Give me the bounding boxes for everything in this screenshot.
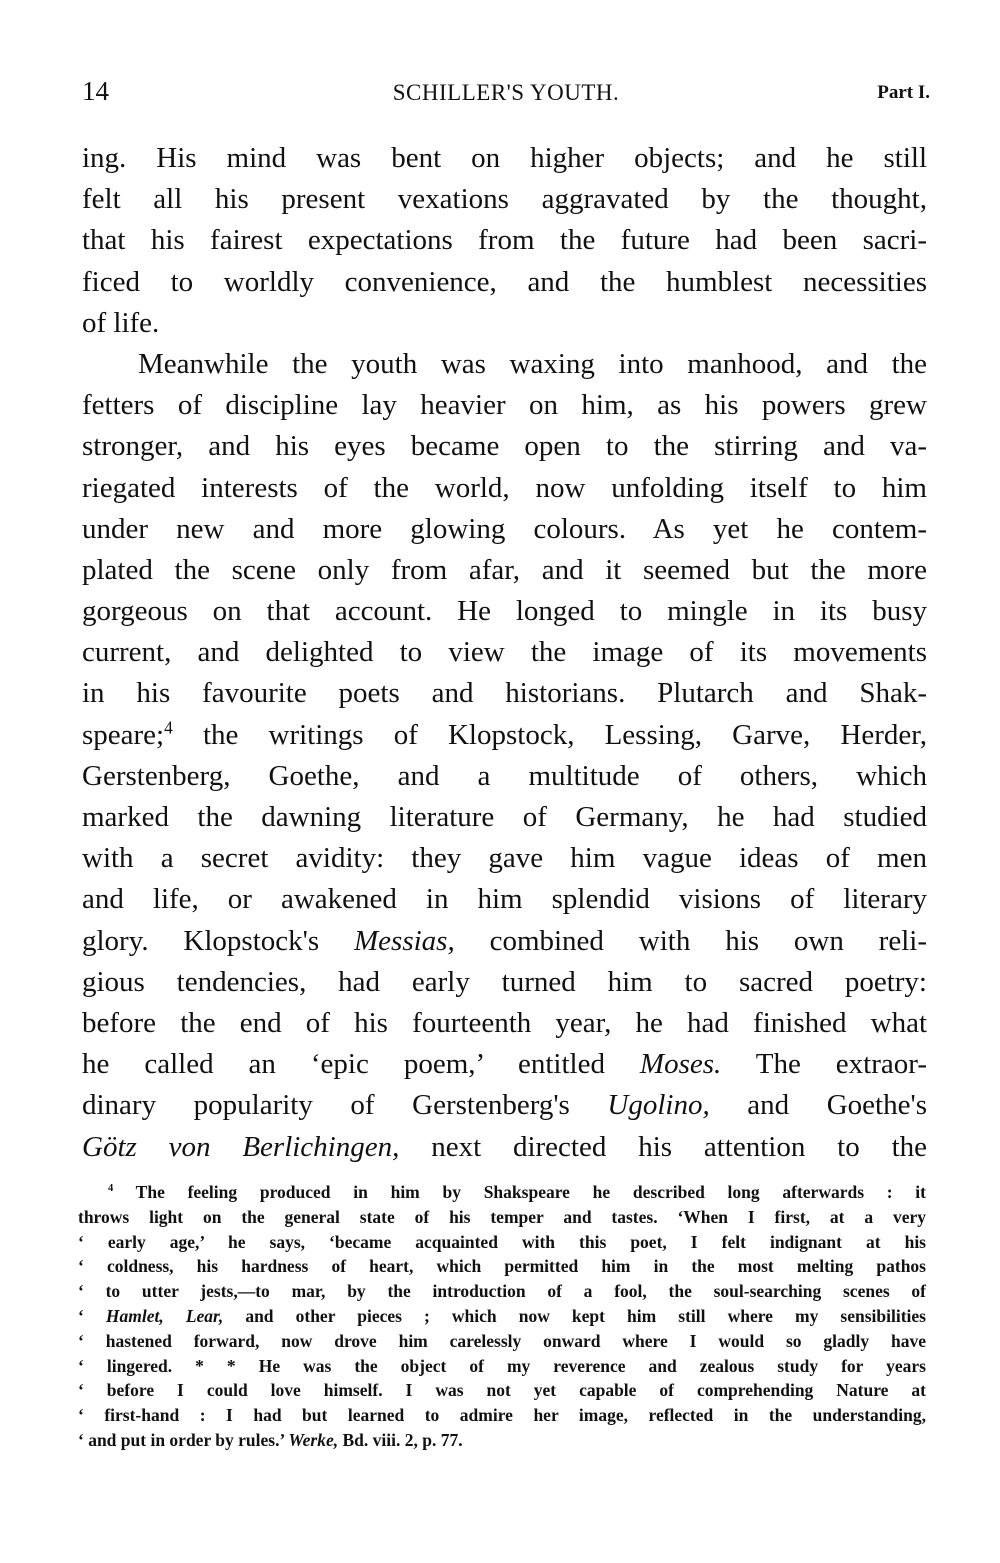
part-label: Part I. <box>877 82 930 103</box>
text-line <box>82 262 927 303</box>
footnote-line <box>78 1428 926 1453</box>
text-line <box>82 179 927 220</box>
text-line <box>82 1003 927 1044</box>
italic-title: Moses. <box>639 1048 722 1081</box>
text-line <box>82 1127 927 1168</box>
footnote-line <box>78 1254 926 1279</box>
text-run: fetters of discipline lay heavier on him, as his powers grew <box>82 389 927 422</box>
text-line <box>82 220 927 261</box>
text-run: speare; <box>82 718 165 751</box>
text-run: Gerstenberg, Goethe, and a multitude of others, which <box>82 759 927 792</box>
text-line <box>82 838 927 879</box>
text-line <box>82 591 927 632</box>
text-run: The feeling produced in him by Shakspeare he described long afterwards : it <box>113 1182 926 1202</box>
text-run: with a secret avidity: they gave him vague ideas of men <box>82 842 927 875</box>
text-line <box>82 632 927 673</box>
text-run: riegated interests of the world, now unfolding itself to him <box>82 471 927 504</box>
text-line <box>82 1044 927 1085</box>
italic-title: Werke, <box>288 1429 339 1450</box>
text-line <box>82 673 927 714</box>
page-number: 14 <box>82 76 109 106</box>
text-run: ‘ before I could love himself. I was not yet capable of comprehending Nature at <box>78 1380 926 1401</box>
text-line <box>82 509 927 550</box>
text-run: that his fairest expectations from the future had been sacri- <box>82 224 927 257</box>
text-run: The extraor- <box>721 1048 927 1081</box>
footnote-marker: 4 <box>108 1183 114 1195</box>
footnote-line <box>78 1279 926 1304</box>
text-run: ‘ to utter jests,—to mar, by the introduction of a fool, the soul-searching scenes of <box>78 1281 926 1302</box>
text-line <box>82 1085 927 1126</box>
text-run: and life, or awakened in him splendid visions of literary <box>82 883 927 916</box>
text-run: glory. Klopstock's <box>82 924 355 957</box>
footnote-line <box>78 1378 926 1403</box>
footnote-line <box>78 1205 926 1230</box>
text-run: ‘ hastened forward, now drove him carelessly onward where I would so gladly have <box>78 1330 926 1351</box>
text-run: the writings of Klopstock, Lessing, Garve, Herder, <box>172 718 927 751</box>
text-line <box>82 468 927 509</box>
text-run: under new and more glowing colours. As yet he contem- <box>82 512 927 545</box>
text-line <box>82 303 927 344</box>
text-run: and Goethe's <box>709 1089 927 1122</box>
text-run: of life. <box>82 306 160 339</box>
text-line <box>82 962 927 1003</box>
text-run: ‘ coldness, his hardness of heart, which permitted him in the most melting pathos <box>78 1256 926 1277</box>
italic-title: Ugolino, <box>607 1089 710 1122</box>
text-run: ‘ and put in order by rules.’ <box>78 1429 289 1450</box>
text-line <box>82 921 927 962</box>
footnote-line <box>78 1180 926 1205</box>
text-line <box>82 344 927 385</box>
text-run: gorgeous on that account. He longed to mingle in its busy <box>82 595 927 628</box>
text-run: he called an ‘epic poem,’ entitled <box>82 1048 640 1081</box>
text-run: ‘ early age,’ he says, ‘became acquainted with this poet, I felt indignant at his <box>78 1231 926 1252</box>
text-line <box>82 756 927 797</box>
body-text <box>82 138 927 1168</box>
text-run: ‘ <box>78 1305 106 1326</box>
text-run: plated the scene only from afar, and it seemed but the more <box>82 553 927 586</box>
italic-title: Götz von Berlichingen, <box>82 1130 400 1163</box>
running-title: SCHILLER'S YOUTH. <box>392 80 620 105</box>
footnote-line <box>78 1329 926 1354</box>
text-line <box>82 138 927 179</box>
footnote-marker: 4 <box>164 716 173 737</box>
italic-title: Hamlet, Lear, <box>105 1305 224 1326</box>
footnote-line <box>78 1403 926 1428</box>
footnote-line <box>78 1354 926 1379</box>
italic-title: Messias, <box>354 924 455 957</box>
text-run: before the end of his fourteenth year, he had finished what <box>82 1006 927 1039</box>
text-run: ficed to worldly convenience, and the humblest necessities <box>82 265 927 298</box>
text-run: stronger, and his eyes became open to the stirring and va- <box>82 430 927 463</box>
text-run: marked the dawning literature of Germany, he had studied <box>82 801 927 833</box>
text-line <box>82 715 927 756</box>
text-line <box>82 385 927 426</box>
text-run: and other pieces ; which now kept him still where my sensibilities <box>223 1305 926 1326</box>
footnotes <box>78 1180 926 1453</box>
text-line <box>82 426 927 467</box>
text-run: dinary popularity of Gerstenberg's <box>82 1089 608 1122</box>
text-run: Meanwhile the youth was waxing into manhood, and the <box>138 347 927 380</box>
text-run: ‘ lingered. * * He was the object of my reverence and zealous study for years <box>78 1355 926 1376</box>
text-run: gious tendencies, had early turned him to sacred poetry: <box>82 965 927 998</box>
text-run: throws light on the general state of his temper and tastes. ‘When I first, at a very <box>78 1206 926 1227</box>
text-run: ing. His mind was bent on higher objects; and he still <box>82 142 927 174</box>
footnote-line <box>78 1230 926 1255</box>
text-line <box>82 797 927 838</box>
text-run: Bd. viii. 2, p. 77. <box>338 1429 463 1450</box>
text-run: in his favourite poets and historians. Plutarch and Shak- <box>82 677 927 710</box>
text-line <box>82 550 927 591</box>
text-run: combined with his own reli- <box>454 924 927 957</box>
text-run: next directed his attention to the <box>399 1130 927 1163</box>
footnote-line <box>78 1304 926 1329</box>
text-run: ‘ first-hand : I had but learned to admire her image, reflected in the understanding, <box>78 1405 926 1426</box>
text-run: felt all his present vexations aggravated by the thought, <box>82 183 927 216</box>
running-header <box>82 76 930 110</box>
text-line <box>82 879 927 920</box>
text-run: current, and delighted to view the image of its movements <box>82 636 927 669</box>
